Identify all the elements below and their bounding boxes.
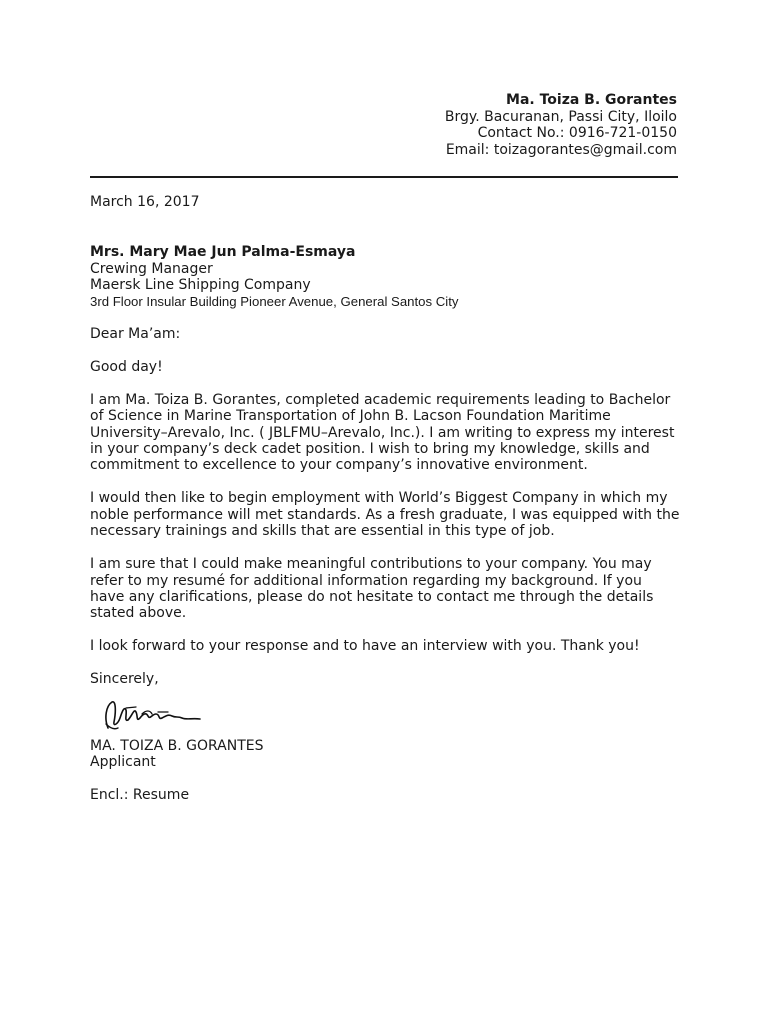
recipient-name: Mrs. Mary Mae Jun Palma-Esmaya — [90, 244, 356, 261]
recipient-block — [90, 244, 680, 310]
recipient-title: Crewing Manager — [90, 260, 213, 277]
closing: Sincerely, — [90, 671, 159, 688]
letter-body — [90, 194, 680, 803]
body-paragraph: I am sure that I could make meaningful contributions to your company. You may refer to my resumé for additional information regarding my background. If you have any clarifications, please do not hesitate to contact me through the details stated above. — [90, 556, 654, 622]
signature-area — [90, 692, 680, 738]
recipient-address: 3rd Floor Insular Building Pioneer Avenue, General Santos City — [90, 293, 459, 309]
body-paragraph: I would then like to begin employment with World’s Biggest Company in which my noble performance will met standards. As a fresh graduate, I was equipped with the necessary trainings and skills that are essential in this type of job. — [90, 490, 680, 540]
body-paragraph: I look forward to your response and to have an interview with you. Thank you! — [90, 638, 640, 655]
signer-role: Applicant — [90, 753, 156, 770]
sender-address: Brgy. Bacuranan, Passi City, Iloilo — [444, 108, 677, 125]
signer-name: MA. TOIZA B. GORANTES — [90, 737, 264, 754]
handwritten-signature — [96, 694, 206, 734]
signer-block — [90, 738, 680, 771]
enclosure-note: Encl.: Resume — [90, 786, 190, 803]
sender-name: Ma. Toiza B. Gorantes — [506, 92, 677, 108]
sender-block — [445, 92, 677, 158]
sender-contact: Contact No.: 0916-721-0150 — [477, 125, 677, 142]
sender-email: Email: toizagorantes@gmail.com — [445, 141, 677, 158]
header-divider — [90, 176, 678, 178]
greeting: Good day! — [90, 358, 163, 375]
recipient-company: Maersk Line Shipping Company — [90, 277, 311, 294]
letter-date: March 16, 2017 — [90, 194, 200, 210]
body-paragraph: I am Ma. Toiza B. Gorantes, completed academic requirements leading to Bachelor of Science in Marine Transportation of John B. Lacson Foundation Maritime University–Arevalo, Inc. ( JBLFMU–Arevalo, Inc.). I am writing to express my interest in your company’s deck cadet position. I wish to bring my knowledge, skills and commitment to excellence to your company’s innovative environment. — [90, 391, 675, 474]
salutation: Dear Ma’am: — [90, 326, 181, 343]
